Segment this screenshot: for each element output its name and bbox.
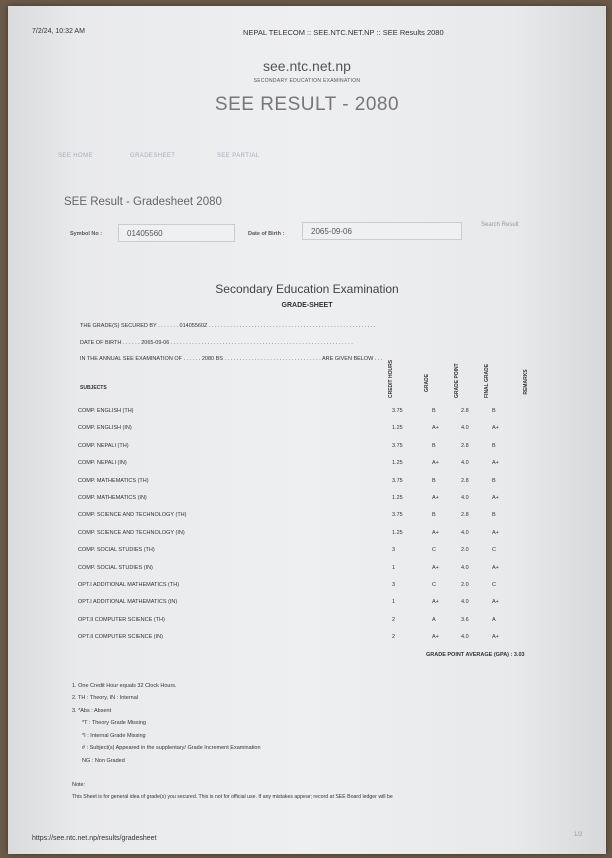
col-subjects: SUBJECTS bbox=[80, 385, 107, 391]
row-grade: A+ bbox=[432, 564, 439, 571]
print-page-title: NEPAL TELECOM :: SEE.NTC.NET.NP :: SEE Results 2080 bbox=[243, 28, 444, 37]
col-final-grade: FINAL GRADE bbox=[484, 363, 490, 398]
row-subject: COMP. SCIENCE AND TECHNOLOGY (IN) bbox=[78, 529, 185, 536]
row-grade-point: 2.8 bbox=[461, 512, 469, 519]
row-grade: B bbox=[432, 512, 436, 519]
row-grade: A+ bbox=[432, 495, 439, 501]
note-label: Note: bbox=[72, 782, 86, 788]
symbol-label: Symbol No : bbox=[70, 231, 103, 237]
row-credit-hours: 1 bbox=[392, 564, 396, 571]
dob-label: Date of Birth : bbox=[248, 231, 285, 237]
note-non-graded: NG : Non Graded bbox=[82, 758, 125, 764]
row-grade: C bbox=[432, 582, 436, 588]
row-subject: COMP. NEPALI (IN) bbox=[78, 460, 127, 467]
exam-title: Secondary Education Examination bbox=[215, 282, 399, 296]
table-row bbox=[78, 547, 548, 557]
footer-page-number: 1/2 bbox=[574, 832, 583, 838]
row-final-grade: A+ bbox=[492, 529, 499, 536]
row-subject: COMP. SOCIAL STUDIES (IN) bbox=[78, 564, 153, 571]
row-final-grade: A+ bbox=[492, 495, 499, 501]
note-credit-hour: 1. One Credit Hour equals 32 Clock Hours. bbox=[72, 683, 177, 689]
row-grade: A+ bbox=[432, 529, 439, 536]
table-row bbox=[78, 408, 548, 418]
note-internal-missing: *I : Internal Grade Missing bbox=[82, 733, 146, 739]
page-heading: SEE RESULT - 2080 bbox=[214, 94, 400, 115]
row-grade-point: 4.0 bbox=[461, 564, 469, 571]
row-subject: COMP. SCIENCE AND TECHNOLOGY (TH) bbox=[78, 512, 187, 519]
row-final-grade: C bbox=[492, 582, 496, 588]
row-final-grade: B bbox=[492, 477, 496, 484]
table-row bbox=[78, 599, 548, 609]
table-row bbox=[78, 617, 548, 627]
table-row bbox=[78, 512, 548, 522]
row-grade: A+ bbox=[432, 599, 439, 606]
row-grade-point: 2.8 bbox=[461, 408, 469, 414]
note-absent: 3. *Abs : Absent bbox=[72, 708, 112, 714]
row-credit-hours: 1.25 bbox=[392, 425, 403, 432]
table-row bbox=[78, 460, 548, 470]
gradesheet-heading: SEE Result - Gradesheet 2080 bbox=[64, 196, 222, 208]
row-grade-point: 4.0 bbox=[461, 599, 469, 606]
row-final-grade: B bbox=[492, 442, 496, 449]
row-credit-hours: 3.75 bbox=[392, 477, 403, 484]
declaration-symbol: THE GRADE(S) SECURED BY . . . . . . . 01405560Z . . . . . . . . . . . . . . . . . . . . . . . . . . . . . . . . . . . . . . . . . . . . . . . . . . . . . . . bbox=[80, 323, 376, 329]
col-remarks: REMARKS bbox=[523, 369, 529, 395]
row-grade-point: 2.8 bbox=[461, 442, 469, 449]
table-row bbox=[78, 478, 548, 488]
row-final-grade: A+ bbox=[492, 599, 499, 606]
row-credit-hours: 1.25 bbox=[392, 529, 403, 536]
row-subject: COMP. ENGLISH (IN) bbox=[78, 425, 132, 432]
row-subject: COMP. NEPALI (TH) bbox=[78, 442, 129, 449]
nav-gradesheet[interactable]: GRADESHEET bbox=[130, 153, 176, 159]
table-row bbox=[78, 582, 548, 592]
row-subject: COMP. MATHEMATICS (TH) bbox=[78, 477, 149, 484]
row-credit-hours: 2 bbox=[392, 634, 396, 641]
table-row bbox=[78, 495, 548, 505]
row-credit-hours: 3 bbox=[392, 547, 396, 554]
row-subject: COMP. MATHEMATICS (IN) bbox=[78, 495, 147, 501]
row-final-grade: A+ bbox=[492, 564, 499, 571]
row-grade: B bbox=[432, 408, 436, 414]
note-disclaimer: This Sheet is for general idea of grade(s) you secured. This is not for official use. If any mistakes appear; record at SEE Board ledger will be bbox=[72, 794, 393, 800]
nav-see-partial[interactable]: SEE PARTIAL bbox=[217, 153, 260, 159]
row-credit-hours: 1.25 bbox=[392, 460, 403, 467]
search-result-button[interactable]: Search Result bbox=[481, 222, 519, 228]
row-subject: OPT.II COMPUTER SCIENCE (IN) bbox=[78, 634, 163, 641]
row-grade-point: 2.0 bbox=[461, 582, 469, 588]
col-grade: GRADE bbox=[424, 373, 430, 393]
table-row bbox=[78, 565, 548, 575]
table-row bbox=[78, 634, 548, 644]
gradesheet-title: GRADE-SHEET bbox=[281, 302, 333, 309]
col-credit-hours: CREDIT HOURS bbox=[388, 359, 394, 398]
row-final-grade: A+ bbox=[492, 460, 499, 467]
print-datetime: 7/2/24, 10:32 AM bbox=[32, 28, 85, 35]
gpa-value: GRADE POINT AVERAGE (GPA) : 3.03 bbox=[426, 652, 525, 658]
row-subject: OPT.II COMPUTER SCIENCE (TH) bbox=[78, 616, 165, 623]
row-grade: A+ bbox=[432, 425, 439, 432]
row-grade: B bbox=[432, 477, 436, 484]
row-grade-point: 4.0 bbox=[461, 634, 469, 641]
site-name: see.ntc.net.np bbox=[263, 58, 351, 74]
row-credit-hours: 3.75 bbox=[392, 408, 403, 414]
symbol-input[interactable]: 01405560 bbox=[118, 224, 235, 242]
table-row bbox=[78, 530, 548, 540]
row-credit-hours: 1 bbox=[392, 599, 396, 606]
table-row bbox=[78, 443, 548, 453]
row-subject: COMP. ENGLISH (TH) bbox=[78, 408, 134, 414]
row-grade-point: 4.0 bbox=[461, 495, 469, 501]
nav-see-home[interactable]: SEE HOME bbox=[58, 153, 93, 159]
row-credit-hours: 3 bbox=[392, 582, 396, 588]
row-credit-hours: 2 bbox=[392, 616, 396, 623]
row-grade: C bbox=[432, 547, 436, 554]
note-theory-missing: *T : Theory Grade Missing bbox=[82, 720, 146, 726]
row-final-grade: A+ bbox=[492, 425, 499, 432]
row-grade-point: 4.0 bbox=[461, 425, 469, 432]
row-grade: B bbox=[432, 442, 436, 449]
row-grade: A bbox=[432, 616, 436, 623]
row-grade-point: 2.8 bbox=[461, 477, 469, 484]
footer-url: https://see.ntc.net.np/results/gradesheet bbox=[32, 835, 157, 842]
row-subject: OPT.I ADDITIONAL MATHEMATICS (TH) bbox=[78, 582, 180, 588]
row-grade-point: 4.0 bbox=[461, 529, 469, 536]
row-credit-hours: 3.75 bbox=[392, 512, 403, 519]
row-grade-point: 2.0 bbox=[461, 547, 469, 554]
row-subject: COMP. SOCIAL STUDIES (TH) bbox=[78, 547, 155, 554]
row-subject: OPT.I ADDITIONAL MATHEMATICS (IN) bbox=[78, 599, 178, 606]
row-grade: A+ bbox=[432, 634, 439, 641]
row-final-grade: B bbox=[492, 408, 496, 414]
note-supplementary: # : Subject(s) Appeared in the supplentary/ Grade Increment Examination bbox=[82, 745, 261, 751]
row-credit-hours: 3.75 bbox=[392, 442, 403, 449]
col-grade-point: GRADE POINT bbox=[454, 363, 460, 398]
table-row bbox=[78, 425, 548, 435]
row-final-grade: A+ bbox=[492, 634, 499, 641]
row-final-grade: B bbox=[492, 512, 496, 519]
dob-input[interactable]: 2065-09-06 bbox=[302, 222, 462, 240]
row-grade-point: 4.0 bbox=[461, 460, 469, 467]
row-grade: A+ bbox=[432, 460, 439, 467]
row-credit-hours: 1.25 bbox=[392, 495, 403, 501]
declaration-exam: IN THE ANNUAL SEE EXAMINATION OF . . . . . . 2080 BS . . . . . . . . . . . . . . . . . . . . . . . . . . . . . . . . ARE GIVEN BELOW . . . bbox=[80, 356, 383, 362]
site-subtitle: SECONDARY EDUCATION EXAMINATION bbox=[253, 78, 361, 84]
note-th-in: 2. TH : Theory, IN : Internal bbox=[72, 695, 139, 701]
row-final-grade: A bbox=[492, 616, 496, 623]
row-final-grade: C bbox=[492, 547, 496, 554]
printed-page bbox=[8, 6, 606, 854]
declaration-dob: DATE OF BIRTH . . . . . . 2065-09-06 . . . . . . . . . . . . . . . . . . . . . . . . . . . . . . . . . . . . . . . . . . . . . . . . . . . . . . . . . . . . bbox=[80, 340, 353, 346]
row-grade-point: 3.6 bbox=[461, 616, 469, 623]
